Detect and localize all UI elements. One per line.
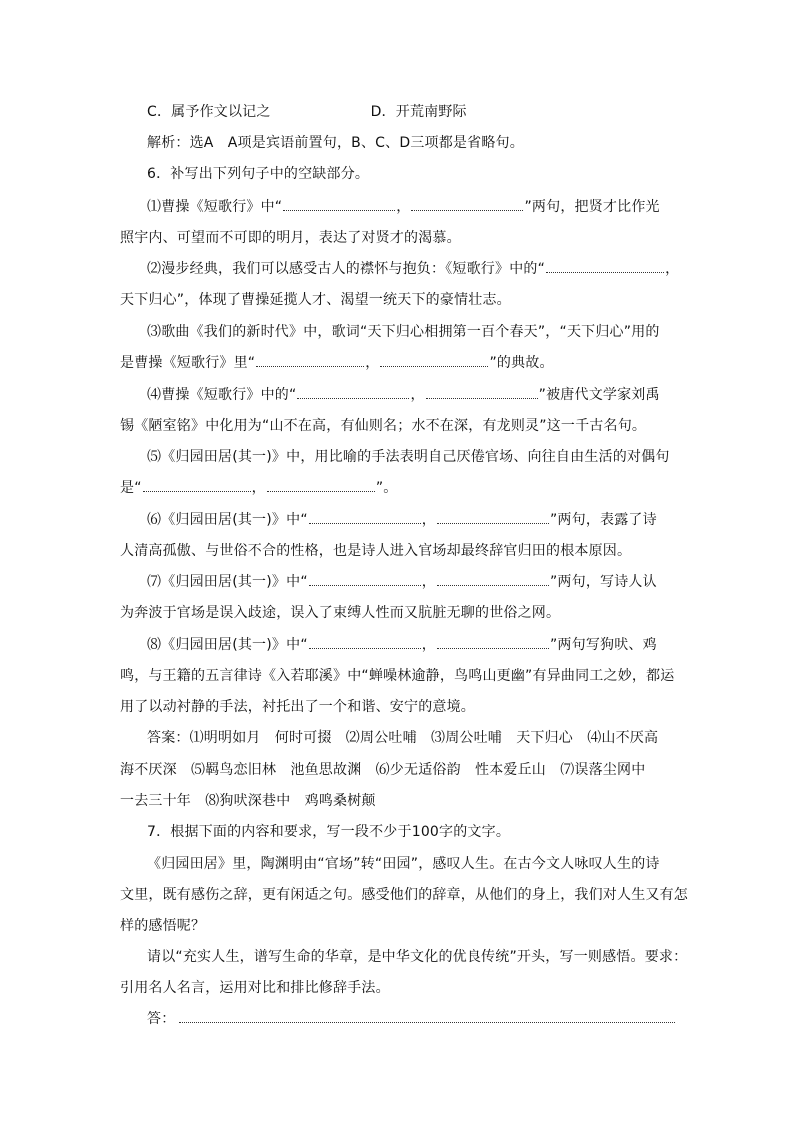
options-row	[147, 101, 680, 123]
q6-item7-line1: ⑺《归园田居(其一)》中“ ， ”两句，写诗人认	[147, 574, 657, 590]
q6-item2-line2: 天下归心”，体现了曹操延揽人才、渴望一统天下的豪情壮志。	[120, 292, 511, 308]
q7-answer-row	[147, 1008, 680, 1030]
fill-blank[interactable]	[309, 638, 421, 649]
q6-title: 6．补写出下列句子中的空缺部分。	[147, 166, 370, 182]
fill-blank[interactable]	[256, 356, 364, 367]
fill-blank[interactable]	[437, 575, 549, 586]
answer-label: 答：	[147, 1011, 176, 1027]
fill-blank[interactable]	[380, 356, 488, 367]
fill-blank[interactable]	[309, 513, 421, 524]
fill-blank[interactable]	[437, 638, 549, 649]
q6-item1-line2: 照宇内、可望而不可即的明月，表达了对贤才的渴慕。	[120, 230, 461, 246]
option-c: C．属予作文以记之	[147, 104, 271, 120]
fill-blank[interactable]	[309, 575, 421, 586]
option-d: D．开荒南野际	[370, 104, 467, 120]
q6-item4-line2: 锡《陋室铭》中化用为“山不在高，有仙则名；水不在深，有龙则灵”这一千古名句。	[120, 418, 647, 434]
q6-item6-line1: ⑹《归园田居(其一)》中“ ， ”两句，表露了诗	[147, 512, 657, 528]
answer6-line1: 答案：⑴明明如月 何时可掇 ⑵周公吐哺 ⑶周公吐哺 天下归心 ⑷山不厌高	[147, 730, 659, 746]
fill-blank[interactable]	[143, 481, 251, 492]
fill-blank[interactable]	[267, 481, 375, 492]
q6-item7-line2: 为奔波于官场是误入歧途，误入了束缚人性而又肮脏无聊的世俗之网。	[120, 605, 561, 621]
answer6-line3: 一去三十年 ⑻狗吠深巷中 鸡鸣桑树颠	[120, 793, 376, 809]
fill-blank[interactable]	[546, 262, 664, 273]
q7-para2-line1: 请以“充实人生，谱写生命的华章，是中华文化的优良传统”开头，写一则感悟。要求：	[147, 949, 688, 965]
fill-blank[interactable]	[411, 200, 523, 211]
analysis-q5: 解析：选A A项是宾语前置句，B、C、D三项都是省略句。	[147, 135, 524, 151]
q6-item5-line2: 是“ ， ”。	[120, 480, 398, 496]
answer-blank-line[interactable]	[179, 1012, 675, 1023]
answer6-line2: 海不厌深 ⑸羁鸟恋旧林 池鱼思故渊 ⑹少无适俗韵 性本爱丘山 ⑺误落尘网中	[120, 762, 646, 778]
fill-blank[interactable]	[426, 388, 538, 399]
q6-item3-line2: 是曹操《短歌行》里“ ， ”的典故。	[120, 355, 554, 371]
q6-item8-line1: ⑻《归园田居(其一)》中“ ， ”两句写狗吠、鸡	[147, 637, 657, 653]
q7-title: 7．根据下面的内容和要求，写一段不少于100字的文字。	[147, 824, 511, 840]
fill-blank[interactable]	[283, 200, 395, 211]
q6-item8-line3: 用了以动衬静的手法，衬托出了一个和谐、安宁的意境。	[120, 699, 475, 715]
q6-item3-line1: ⑶歌曲《我们的新时代》中，歌词“天下归心相拥第一百个春天”，“天下归心”用的	[147, 324, 660, 340]
q6-item8-line2: 鸣，与王籍的五言律诗《入若耶溪》中“蝉噪林逾静，鸟鸣山更幽”有异曲同工之妙，都运	[120, 668, 675, 684]
q7-para1-line2: 文里，既有感伤之辞，更有闲适之句。感受他们的辞章，从他们的身上，我们对人生又有怎	[120, 887, 688, 903]
q6-item2-line1: ⑵漫步经典，我们可以感受古人的襟怀与抱负：《短歌行》中的“ ，	[147, 261, 680, 277]
q7-para2-line2: 引用名人名言，运用对比和排比修辞手法。	[120, 980, 390, 996]
fill-blank[interactable]	[437, 513, 549, 524]
q6-item5-line1: ⑸《归园田居(其一)》中，用比喻的手法表明自己厌倦官场、向往自由生活的对偶句	[147, 449, 670, 465]
q6-item4-line1: ⑷曹操《短歌行》中的“ ， ”被唐代文学家刘禹	[147, 387, 660, 403]
q7-para1-line1: 《归园田居》里，陶渊明由“官场”转“田园”，感叹人生。在古今文人咏叹人生的诗	[147, 856, 660, 872]
q7-para1-line3: 样的感悟呢？	[120, 918, 206, 934]
fill-blank[interactable]	[297, 388, 409, 399]
q6-item6-line2: 人清高孤傲、与世俗不合的性格，也是诗人进入官场却最终辞官归田的根本原因。	[120, 543, 632, 559]
q6-item1-line1: ⑴曹操《短歌行》中“ ， ”两句，把贤才比作光	[147, 199, 660, 215]
